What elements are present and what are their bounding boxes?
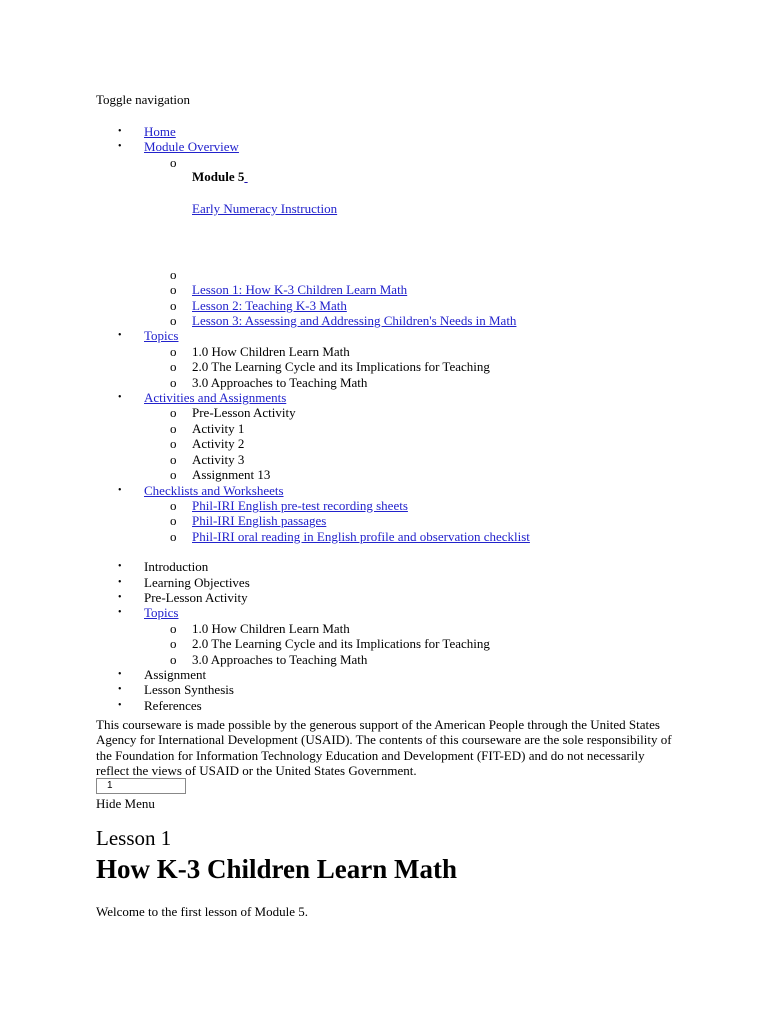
- checklist-item: [144, 529, 696, 544]
- sub-bullet-icon: o: [170, 497, 177, 513]
- lesson-menu-item: [96, 559, 696, 574]
- topic-item: [144, 375, 696, 390]
- lesson-item-1: [144, 282, 696, 297]
- lesson-menu: [96, 559, 696, 713]
- lesson-menu-label[interactable]: Pre-Lesson Activity: [144, 589, 248, 605]
- sub-bullet-icon: o: [170, 467, 177, 483]
- lesson-menu-label[interactable]: Assignment: [144, 666, 207, 682]
- topic-label: 2.0 The Learning Cycle and its Implications for Teaching: [192, 359, 490, 375]
- topic-item: [144, 359, 696, 374]
- bullet-icon: •: [118, 392, 122, 404]
- page-content: [96, 92, 696, 920]
- lesson-3-link[interactable]: Lesson 3: Assessing and Addressing Children's Needs in Math: [192, 313, 517, 329]
- nav-item-home: [96, 124, 696, 139]
- bullet-icon: •: [118, 699, 122, 711]
- sub-bullet-icon: o: [170, 436, 177, 452]
- lesson-topic-item: [144, 652, 696, 667]
- checklists-submenu: [144, 498, 696, 544]
- sub-bullet-icon: o: [170, 451, 177, 467]
- nav-item-activities: [96, 390, 696, 482]
- lesson-menu-item: [96, 590, 696, 605]
- lesson-item-2: [144, 298, 696, 313]
- lesson-menu-item-topics: [96, 605, 696, 667]
- checklist-link[interactable]: Phil-IRI English passages: [192, 513, 327, 529]
- sub-bullet-icon: o: [170, 420, 177, 436]
- main-nav: [96, 124, 696, 544]
- nav-item-module-overview: [96, 139, 696, 328]
- lesson-1-link[interactable]: Lesson 1: How K-3 Children Learn Math: [192, 282, 408, 298]
- bullet-icon: •: [118, 126, 122, 137]
- checklist-item: [144, 498, 696, 513]
- topics-submenu: [144, 344, 696, 390]
- activity-label: Assignment 13: [192, 467, 271, 483]
- sub-bullet-icon: o: [170, 374, 177, 390]
- lesson-menu-label[interactable]: References: [144, 697, 202, 713]
- sub-bullet-icon: o: [170, 154, 177, 170]
- activity-item: [144, 452, 696, 467]
- lesson-topic-item: [144, 621, 696, 636]
- usaid-disclaimer: This courseware is made possible by the generous support of the American People through the United States Agency for International Development (USAID). The contents of this courseware are the sole responsibility of the Foundation for Information Technology Education and Development (FIT-ED) and do not necessarily reflect the views of USAID or the United States Government.: [96, 717, 672, 778]
- lesson-menu-item: [96, 682, 696, 697]
- sub-bullet-icon: o: [170, 343, 177, 359]
- topic-label: 1.0 How Children Learn Math: [192, 343, 350, 359]
- toggle-navigation-button[interactable]: Toggle navigation: [96, 92, 191, 107]
- sub-bullet-icon: o: [170, 313, 177, 329]
- checklist-item: [144, 513, 696, 528]
- checklist-link[interactable]: Phil-IRI English pre-test recording sheets: [192, 497, 408, 513]
- module-title: Module 5: [192, 169, 696, 185]
- sub-bullet-icon: o: [170, 620, 177, 636]
- module-block: [192, 155, 696, 267]
- activity-label: Pre-Lesson Activity: [192, 405, 296, 421]
- activities-link[interactable]: Activities and Assignments: [144, 390, 287, 406]
- sub-bullet-icon: o: [170, 282, 177, 298]
- bullet-icon: •: [118, 561, 122, 573]
- lesson-menu-label[interactable]: Learning Objectives: [144, 574, 250, 590]
- module-title-link[interactable]: [244, 169, 247, 184]
- sub-bullet-icon: o: [170, 651, 177, 667]
- activity-item: [144, 436, 696, 451]
- checklists-link[interactable]: Checklists and Worksheets: [144, 482, 284, 498]
- activity-label: Activity 2: [192, 436, 245, 452]
- module-overview-submenu: [144, 155, 696, 329]
- lesson-topic-item: [144, 636, 696, 651]
- lesson-topics-submenu: [144, 621, 696, 667]
- sub-bullet-icon: o: [170, 528, 177, 544]
- module-info-item: [144, 155, 696, 267]
- bullet-icon: •: [118, 668, 122, 680]
- bullet-icon: •: [118, 484, 122, 496]
- topics-link[interactable]: Topics: [144, 328, 179, 344]
- lesson-menu-item: [96, 575, 696, 590]
- bullet-icon: •: [118, 591, 122, 603]
- sub-bullet-icon: o: [170, 405, 177, 421]
- activities-submenu: [144, 405, 696, 482]
- lesson-menu-label[interactable]: Lesson Synthesis: [144, 682, 234, 698]
- topic-label: 3.0 Approaches to Teaching Math: [192, 374, 368, 390]
- home-link[interactable]: Home: [144, 124, 176, 139]
- bullet-icon: •: [118, 684, 122, 696]
- bullet-icon: •: [118, 607, 122, 619]
- activity-item: [144, 467, 696, 482]
- bullet-icon: •: [118, 330, 122, 342]
- activity-item: [144, 405, 696, 420]
- sub-bullet-icon: o: [170, 297, 177, 313]
- topic-item: [144, 344, 696, 359]
- spacer: [96, 544, 696, 559]
- module-overview-link[interactable]: Module Overview: [144, 139, 239, 155]
- bullet-icon: •: [118, 576, 122, 588]
- nav-item-topics: [96, 328, 696, 390]
- checklist-link[interactable]: Phil-IRI oral reading in English profile and observation checklist: [192, 528, 530, 544]
- lesson-topic-label[interactable]: 3.0 Approaches to Teaching Math: [192, 651, 368, 667]
- empty-sub-item: [144, 267, 696, 282]
- lesson-topics-link[interactable]: Topics: [144, 605, 179, 621]
- sub-bullet-icon: o: [170, 513, 177, 529]
- lesson-menu-item: [96, 698, 696, 713]
- activity-item: [144, 421, 696, 436]
- lesson-label: Lesson 1: [96, 826, 172, 850]
- page-number-field[interactable]: 1: [96, 778, 186, 794]
- lesson-menu-item: [96, 667, 696, 682]
- activity-label: Activity 1: [192, 420, 245, 436]
- sub-bullet-icon: o: [170, 266, 177, 282]
- hide-menu-button[interactable]: Hide Menu: [96, 796, 155, 811]
- sub-bullet-icon: o: [170, 359, 177, 375]
- lesson-title: How K-3 Children Learn Math: [96, 854, 458, 884]
- lesson-topic-label[interactable]: 1.0 How Children Learn Math: [192, 620, 350, 636]
- nav-item-checklists: [96, 483, 696, 545]
- early-numeracy-link[interactable]: Early Numeracy Instruction: [192, 200, 338, 216]
- welcome-text: Welcome to the first lesson of Module 5.: [96, 904, 308, 919]
- lesson-2-link[interactable]: Lesson 2: Teaching K-3 Math: [192, 297, 347, 313]
- module-subtitle: [192, 201, 696, 217]
- bullet-icon: •: [118, 141, 122, 153]
- sub-bullet-icon: o: [170, 636, 177, 652]
- lesson-topic-label[interactable]: 2.0 The Learning Cycle and its Implications for Teaching: [192, 636, 490, 652]
- lesson-menu-label[interactable]: Introduction: [144, 559, 209, 575]
- activity-label: Activity 3: [192, 451, 245, 467]
- lesson-item-3: [144, 313, 696, 328]
